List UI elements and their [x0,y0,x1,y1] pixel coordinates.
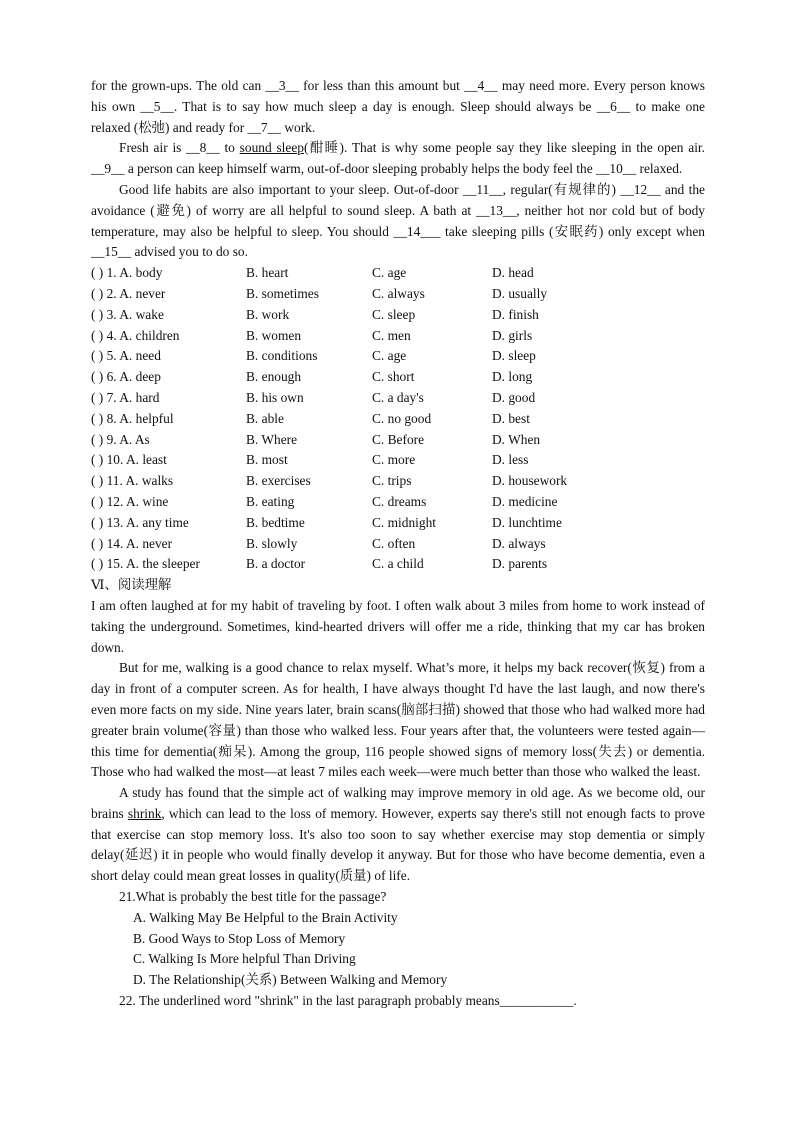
option-row [91,450,705,471]
option-a: ( ) 14. A. never [91,535,173,551]
question-21-choice-d: D. The Relationship(关系) Between Walking and Memory [133,972,448,988]
option-b: B. exercises [246,473,311,489]
option-d: D. long [492,369,533,385]
cloze-paragraph-1 [91,76,705,138]
question-22: 22. The underlined word "shrink" in the last paragraph probably means___________. [119,993,577,1009]
option-a: ( ) 9. A. As [91,431,150,447]
option-row [91,367,705,388]
paragraph-text: (酣睡). That is why some people say they like sleeping in the open air. __9__ a person can keep himself warm, out-of-door sleeping probably helps the body feel the __10__ relaxed. [91,140,705,177]
reading-paragraph-3 [91,783,705,887]
option-row [91,554,705,575]
option-row [91,263,705,284]
option-b: B. most [246,452,288,468]
option-d: D. medicine [492,493,558,509]
option-c: C. age [372,265,407,281]
option-b: B. sometimes [246,285,319,301]
question-21-choice-b: B. Good Ways to Stop Loss of Memory [133,930,346,946]
option-b: B. a doctor [246,556,306,572]
paragraph-text: Fresh air is __8__ to [119,140,240,156]
question-21: 21.What is probably the best title for the passage? [119,889,387,905]
option-c: C. a child [372,556,424,572]
option-b: B. Where [246,431,298,447]
section-heading: Ⅵ、阅读理解 [91,577,172,593]
option-a: ( ) 7. A. hard [91,389,160,405]
option-d: D. head [492,265,534,281]
option-b: B. work [246,306,290,322]
option-a: ( ) 8. A. helpful [91,410,174,426]
option-a: ( ) 12. A. wine [91,493,169,509]
option-d: D. always [492,535,546,551]
option-a: ( ) 10. A. least [91,452,167,468]
option-c: C. age [372,348,407,364]
option-d: D. lunchtime [492,514,562,530]
question-21-choice-c: C. Walking Is More helpful Than Driving [133,951,356,967]
option-d: D. When [492,431,541,447]
option-d: D. housework [492,473,568,489]
option-d: D. girls [492,327,533,343]
underlined-word: shrink [127,805,162,821]
reading-paragraph-2: But for me, walking is a good chance to relax myself. What’s more, it helps my back recover(恢复) from a day in front of a computer screen. As for health, I have always thought I'd have the last laugh, and now there's even more facts on my side. Nine years later, brain scans(脑部扫描) showed that those who had walked more had greater brain volume(容量) than those who walked less. Four years after that, the volunteers were tested again—this time for dementia(痴呆). Among the group, 116 people showed signs of memory loss(失去) or dementia. Those who had walked the most—at least 7 miles each week—were much better than those who walked the least. [91,660,705,780]
option-c: C. trips [372,473,412,489]
option-row [91,534,705,555]
option-b: B. his own [246,389,304,405]
option-b: B. women [246,327,302,343]
option-b: B. able [246,410,284,426]
option-row [91,305,705,326]
option-c: C. midnight [372,514,436,530]
option-b: B. eating [246,493,295,509]
option-d: D. usually [492,285,548,301]
option-d: D. sleep [492,348,536,364]
paragraph-text: , which can lead to the loss of memory. However, experts say there's still not enough facts to prove that exercise can stop memory loss. It's also too soon to say whether exercise may stop dementia or simply delay(延迟) it in people who would finally develop it anyway. But for those who have become dementia, even a short delay could mean great losses in quality(质量) of life. [91,805,705,884]
option-a: ( ) 6. A. deep [91,369,161,385]
option-row [91,326,705,347]
paragraph-text: A study has found that the simple act of walking may improve memory in old age. As we become old, our brains [91,785,705,821]
option-b: B. enough [246,369,302,385]
option-d: D. best [492,410,530,426]
option-d: D. less [492,452,529,468]
option-a: ( ) 1. A. body [91,265,163,281]
exam-page [91,76,705,1012]
option-a: ( ) 3. A. wake [91,306,164,322]
option-row [91,430,705,451]
option-a: ( ) 4. A. children [91,327,180,343]
option-c: C. men [372,327,411,343]
option-a: ( ) 5. A. need [91,348,161,364]
option-c: C. dreams [372,493,427,509]
option-row [91,284,705,305]
option-a: ( ) 2. A. never [91,285,166,301]
option-row [91,513,705,534]
option-row [91,409,705,430]
option-c: C. Before [372,431,425,447]
option-a: ( ) 11. A. walks [91,473,174,489]
option-b: B. bedtime [246,514,305,530]
underlined-term: sound sleep [239,140,304,156]
option-c: C. short [372,369,415,385]
option-a: ( ) 13. A. any time [91,514,189,530]
option-row [91,388,705,409]
reading-paragraph-1: I am often laughed at for my habit of traveling by foot. I often walk about 3 miles from home to work instead of taking the underground. Sometimes, kind-hearted drivers will offer me a ride, thinking that my car has broken down. [91,597,705,655]
option-c: C. a day's [372,389,424,405]
cloze-options-list [91,263,705,575]
option-c: C. always [372,285,425,301]
option-a: ( ) 15. A. the sleeper [91,556,200,572]
cloze-paragraph-2 [91,138,705,180]
option-b: B. heart [246,265,289,281]
option-c: C. no good [372,410,432,426]
option-row [91,492,705,513]
option-c: C. often [372,535,416,551]
option-row [91,471,705,492]
question-21-choice-a: A. Walking May Be Helpful to the Brain Activity [133,909,398,925]
option-d: D. parents [492,556,548,572]
option-b: B. conditions [246,348,318,364]
cloze-paragraph-3 [91,180,705,263]
paragraph-text: Good life habits are also important to your sleep. Out-of-door __11__, regular(有规律的) __12__ and the avoidance (避免) of worry are all helpful to sound sleep. A bath at __13__, neither hot nor cold but of body temperature, may also be helpful to sleep. You should __14___ take sleeping pills (安眠药) only except when __15__ advised you to do so. [91,181,705,260]
option-d: D. good [492,389,536,405]
option-d: D. finish [492,306,539,322]
paragraph-text: for the grown-ups. The old can __3__ for less than this amount but __4__ may need more. Every person knows his own __5__. That is to say how much sleep a day is enough. Sleep should always be __6__ to make one relaxed (松弛) and ready for __7__ work. [91,78,705,135]
option-c: C. sleep [372,306,416,322]
option-row [91,346,705,367]
option-b: B. slowly [246,535,298,551]
option-c: C. more [372,452,416,468]
